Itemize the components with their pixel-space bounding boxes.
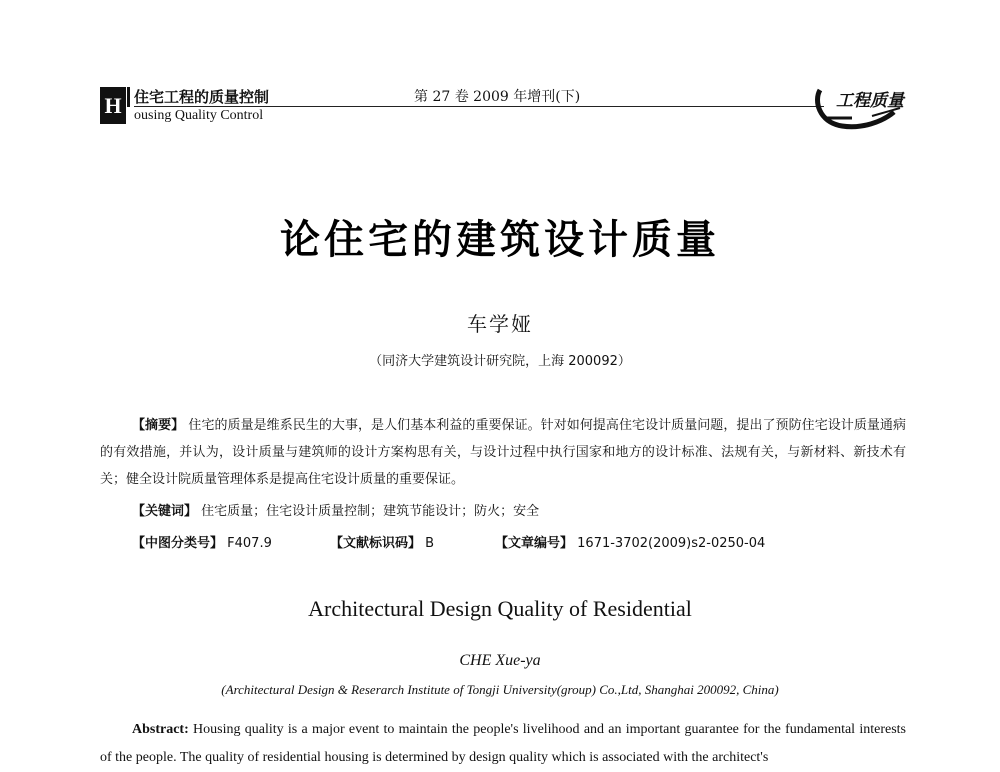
- abstract-text-zh: 住宅的质量是维系民生的大事，是人们基本利益的重要保证。针对如何提高住宅设计质量问题，提出了预防住宅设计质量通病的有效措施，并认为，设计质量与建筑师的设计方案构思有关，与设计过程中执行国家和地方的设计标准、法规有关，与新材料、新技术有关；健全设计院质量管理体系是提高住宅设计质量的重要保证。: [100, 418, 906, 487]
- clc-number: [132, 532, 272, 551]
- header-rule: [134, 106, 824, 107]
- journal-title-en: ousing Quality Control: [134, 108, 264, 123]
- clc-value: F407.9: [227, 536, 272, 551]
- abstract-text-en: Housing quality is a major event to maintain the people's livelihood and an important guarantee for the fundamental interests of the people. The quality of residential housing is determined by design quality which is associated with the architect's: [100, 722, 906, 765]
- abstract-zh: [100, 412, 906, 493]
- keywords-zh: [132, 500, 539, 519]
- affiliation-zh: （同济大学建筑设计研究院，上海 200092）: [369, 354, 631, 369]
- badge-text: 工程质量: [836, 91, 904, 111]
- logo-divider: [127, 87, 130, 107]
- article-no-label: 【文章编号】: [495, 536, 574, 551]
- article-no-value: 1671-3702(2009)s2-0250-04: [577, 536, 766, 551]
- article-title-en: Architectural Design Quality of Residential: [308, 596, 692, 621]
- abstract-label-zh: 【摘要】: [132, 418, 185, 433]
- keywords-label-zh: 【关键词】: [132, 504, 198, 519]
- abstract-en: [100, 716, 906, 772]
- article-title-zh: 论住宅的建筑设计质量: [280, 217, 720, 263]
- keywords-text-zh: 住宅质量；住宅设计质量控制；建筑节能设计；防火；安全: [201, 504, 540, 519]
- document-code: [330, 532, 434, 551]
- doc-code-label: 【文献标识码】: [330, 536, 422, 551]
- article-number: [495, 532, 765, 551]
- affiliation-en: (Architectural Design & Reserarch Institute of Tongji University(group) Co.,Ltd, Shanghai 200092, China): [221, 682, 779, 697]
- author-en: CHE Xue-ya: [459, 652, 541, 669]
- journal-title-zh: 住宅工程的质量控制: [134, 88, 270, 106]
- author-zh: 车学娅: [467, 312, 533, 336]
- doc-code-value: B: [425, 536, 435, 551]
- journal-logo: H: [100, 87, 126, 124]
- abstract-label-en: Abstract:: [132, 722, 189, 737]
- clc-label: 【中图分类号】: [132, 536, 224, 551]
- issue-info: 第 27 卷 2009 年增刊(下): [414, 89, 581, 105]
